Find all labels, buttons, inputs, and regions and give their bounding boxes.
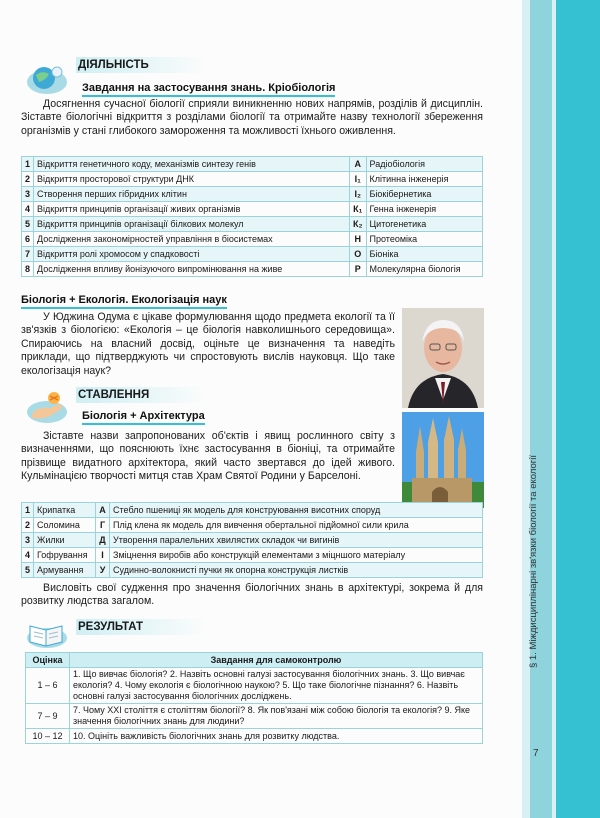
table-row [22, 563, 483, 578]
discovery-cell: Відкриття принципів організації живих організмів [34, 202, 350, 217]
self-control-table [25, 652, 483, 744]
architecture-title: Біологія + Архітектура [82, 410, 205, 425]
definition-cell: Утворення паралельних хвилястих складок чи вигинів [110, 533, 483, 548]
definition-cell: Плід клена як модель для вивчення обертальної підйомної сили крила [110, 518, 483, 533]
row-number: 7 [22, 247, 34, 262]
table-row [26, 729, 483, 744]
branch-cell: Клітинна інженерія [366, 172, 482, 187]
letter-cell: Р [350, 262, 367, 277]
discovery-cell: Відкриття просторової структури ДНК [34, 172, 350, 187]
tasks-cell: 10. Оцініть важливість біологічних знань для розвитку людства. [70, 729, 483, 744]
letter-cell: К₂ [350, 217, 367, 232]
row-number: 5 [22, 563, 34, 578]
table-row [26, 668, 483, 704]
portrait-image [402, 308, 484, 408]
table-row [22, 262, 483, 277]
discovery-cell: Дослідження впливу йонізуючого випромінювання на живе [34, 262, 350, 277]
object-cell: Крипатка [34, 503, 96, 518]
discovery-cell: Відкриття генетичного коду, механізмів синтезу генів [34, 157, 350, 172]
letter-cell: І₂ [350, 187, 367, 202]
eugene-odum-portrait [402, 308, 484, 408]
row-number: 5 [22, 217, 34, 232]
table-row [22, 217, 483, 232]
tasks-cell: 1. Що вивчає біологія? 2. Назвіть основні галузі застосування біологічних знань. 3. Що вивчає екологія? 4. Чому екологія є біологічною наукою? 5. Що таке біологічне пізнання? 6. Назвіть основні галузі застосування біологічних досліджень. [70, 668, 483, 704]
definition-cell: Судинно-волокнисті пучки як опорна конструкція листків [110, 563, 483, 578]
page-number: 7 [533, 748, 539, 759]
row-number: 3 [22, 187, 34, 202]
table-row [22, 232, 483, 247]
table-row [22, 503, 483, 518]
sidebar-band [556, 0, 600, 818]
letter-cell: О [350, 247, 367, 262]
tasks-column-header: Завдання для самоконтролю [70, 653, 483, 668]
letter-cell: Г [96, 518, 110, 533]
table-row [22, 172, 483, 187]
table-row [22, 157, 483, 172]
score-cell: 7 – 9 [26, 704, 70, 729]
letter-cell: К₁ [350, 202, 367, 217]
table-row [26, 704, 483, 729]
definition-cell: Зміцнення виробів або конструкцій елементами з міцншого матеріалу [110, 548, 483, 563]
object-cell: Соломина [34, 518, 96, 533]
table-row [22, 187, 483, 202]
cryobiology-paragraph: Досягнення сучасної біології сприяли виникненню нових напрямів, розділів й дисциплін. Зіставте біологічні відкриття з розділами біології та отримайте назву технології збереження організмів у стані глибокого замороження та можливості їхнього оживлення. [21, 98, 483, 137]
branch-cell: Цитогенетика [366, 217, 482, 232]
letter-cell: Д [96, 533, 110, 548]
discovery-cell: Дослідження закономірностей управління в біосистемах [34, 232, 350, 247]
row-number: 1 [22, 157, 34, 172]
tasks-cell: 7. Чому XXI століття є століттям біології? 8. Як пов'язані між собою біологія та екологія? 9. Яке значення біологічних знань для людини? [70, 704, 483, 729]
branch-cell: Протеоміка [366, 232, 482, 247]
table-row [22, 202, 483, 217]
object-cell: Гофрування [34, 548, 96, 563]
result-book-icon [24, 612, 70, 650]
table-row [22, 548, 483, 563]
letter-cell: І [96, 548, 110, 563]
branch-cell: Біокібернетика [366, 187, 482, 202]
activity-globe-icon [24, 60, 70, 98]
row-number: 2 [22, 518, 34, 533]
discovery-cell: Відкриття принципів організації білкових молекул [34, 217, 350, 232]
result-heading: РЕЗУЛЬТАТ [76, 619, 206, 635]
row-number: 8 [22, 262, 34, 277]
attitude-hand-icon [24, 388, 70, 426]
row-number: 1 [22, 503, 34, 518]
branch-cell: Біоніка [366, 247, 482, 262]
sagrada-familia-photo [402, 412, 484, 508]
table-row [22, 518, 483, 533]
letter-cell: У [96, 563, 110, 578]
letter-cell: Н [350, 232, 367, 247]
object-cell: Армування [34, 563, 96, 578]
branch-cell: Генна інженерія [366, 202, 482, 217]
branch-cell: Радіобіологія [366, 157, 482, 172]
activity-heading: ДІЯЛЬНІСТЬ [76, 57, 206, 73]
score-cell: 10 – 12 [26, 729, 70, 744]
attitude-heading: СТАВЛЕННЯ [76, 387, 206, 403]
row-number: 4 [22, 202, 34, 217]
row-number: 3 [22, 533, 34, 548]
architecture-paragraph: Зіставте назви запропонованих об'єктів і явищ рослинного світу з визначеннями, що пояснюють їхнє застосування в біоніці, та отримайте прізвище видатного архітектора, який часто звертався до ідей живого. Кульмінацією творчості митця став Храм Святої Родини у Барселоні. [21, 430, 395, 483]
table-row [22, 533, 483, 548]
ecologization-paragraph: У Юджина Одума є цікаве формулювання щодо предмета екології та її зв'язків з біологією: «Екологія – це біологія навколишнього середовища». Спираючись на власний досвід, оціньте це визначення та наведіть приклади, що підтверджують чи спростовують вислів науковця. Що таке екологізація наук? [21, 311, 395, 377]
score-cell: 1 – 6 [26, 668, 70, 704]
discoveries-table [21, 156, 483, 277]
running-title: § 1. Міждисциплінарні зв'язки біології та екології [528, 455, 539, 668]
letter-cell: А [96, 503, 110, 518]
row-number: 6 [22, 232, 34, 247]
definition-cell: Стебло пшениці як модель для конструювання висотних споруд [110, 503, 483, 518]
letter-cell: А [350, 157, 367, 172]
cathedral-image [402, 412, 484, 508]
discovery-cell: Відкриття ролі хромосом у спадковості [34, 247, 350, 262]
row-number: 4 [22, 548, 34, 563]
table-header-row [26, 653, 483, 668]
discovery-cell: Створення перших гібридних клітин [34, 187, 350, 202]
cryobiology-task-title: Завдання на застосування знань. Кріобіологія [82, 82, 335, 97]
row-number: 2 [22, 172, 34, 187]
branch-cell: Молекулярна біологія [366, 262, 482, 277]
score-column-header: Оцінка [26, 653, 70, 668]
ecologization-title: Біологія + Екологія. Екологізація наук [21, 294, 227, 309]
bionics-table [21, 502, 483, 578]
object-cell: Жилки [34, 533, 96, 548]
letter-cell: І₁ [350, 172, 367, 187]
table-row [22, 247, 483, 262]
architecture-conclusion: Висловіть свої судження про значення біологічних знань в архітектурі, зокрема й для розвитку людства загалом. [21, 582, 483, 608]
